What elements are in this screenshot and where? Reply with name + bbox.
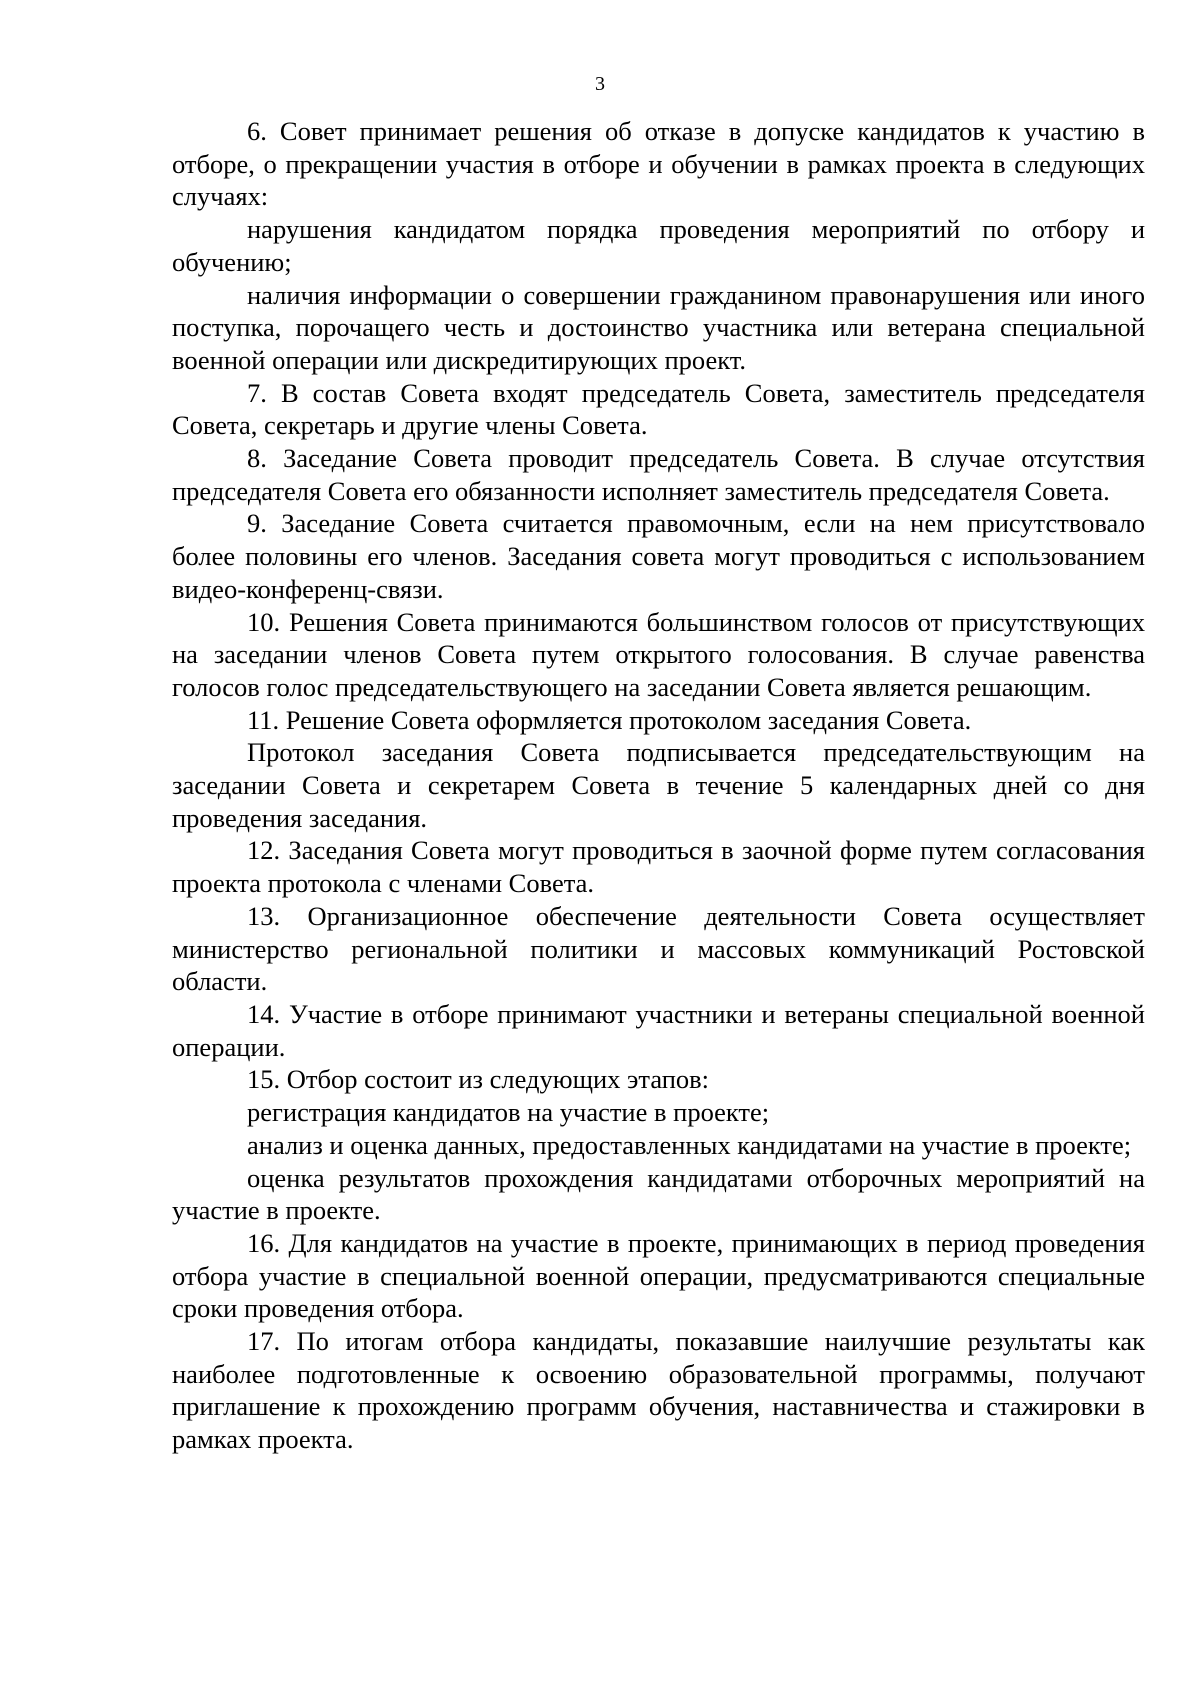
paragraph-15-stage-2: анализ и оценка данных, предоставленных кандидатами на участие в проекте; [247, 1129, 1132, 1160]
paragraph-15: 15. Отбор состоит из следующих этапов: [247, 1064, 710, 1095]
paragraph-17: 17. По итогам отбора кандидаты, показавшие наилучшие результаты как наиболее подготовленные к освоению образовательной программы, получают приглашение к прохождению программ обучения, наставничества и стажировки в рамках проекта. [172, 1326, 1145, 1455]
paragraph-11-protocol: Протокол заседания Совета подписывается председательствующим на заседании Совета и секретарем Совета в течение 5 календарных дней со дня проведения заседания. [172, 737, 1145, 833]
paragraph-14: 14. Участие в отборе принимают участники и ветераны специальной военной операции. [172, 998, 1145, 1062]
paragraph-6: 6. Совет принимает решения об отказе в допуске кандидатов к участию в отборе, о прекращении участия в отборе и обучении в рамках проекта в следующих случаях: [172, 116, 1145, 212]
document-body [172, 115, 1145, 1456]
paragraph-6-case-2: наличия информации о совершении гражданином правонарушения или иного поступка, порочащего честь и достоинство участника или ветерана специальной военной операции или дискредитирующих проект. [172, 279, 1145, 375]
paragraph-6-case-1: нарушения кандидатом порядка проведения мероприятий по отбору и обучению; [172, 214, 1145, 277]
paragraph-11: 11. Решение Совета оформляется протоколом заседания Совета. [247, 704, 972, 735]
paragraph-12: 12. Заседания Совета могут проводиться в заочной форме путем согласования проекта протокола с членами Совета. [172, 835, 1145, 899]
paragraph-10: 10. Решения Совета принимаются большинством голосов от присутствующих на заседании членов Совета путем открытого голосования. В случае равенства голосов голос председательствующего на заседании Совета является решающим. [172, 606, 1145, 702]
paragraph-13: 13. Организационное обеспечение деятельности Совета осуществляет министерство региональной политики и массовых коммуникаций Ростовской области. [172, 900, 1145, 997]
paragraph-15-stage-3: оценка результатов прохождения кандидатами отборочных мероприятий на участие в проекте. [172, 1162, 1145, 1226]
paragraph-8: 8. Заседание Совета проводит председатель Совета. В случае отсутствия председателя Совета его обязанности исполняет заместитель председателя Совета. [172, 443, 1145, 506]
paragraph-9: 9. Заседание Совета считается правомочным, если на нем присутствовало более половины его членов. Заседания совета могут проводиться с использованием видео-конференц-связи. [172, 508, 1145, 604]
paragraph-7: 7. В состав Совета входят председатель Совета, заместитель председателя Совета, секретарь и другие члены Совета. [172, 377, 1145, 441]
page-number: 3 [595, 73, 605, 95]
paragraph-15-stage-1: регистрация кандидатов на участие в проекте; [247, 1097, 770, 1128]
paragraph-16: 16. Для кандидатов на участие в проекте, принимающих в период проведения отбора участие в специальной военной операции, предусматриваются специальные сроки проведения отбора. [172, 1227, 1145, 1324]
